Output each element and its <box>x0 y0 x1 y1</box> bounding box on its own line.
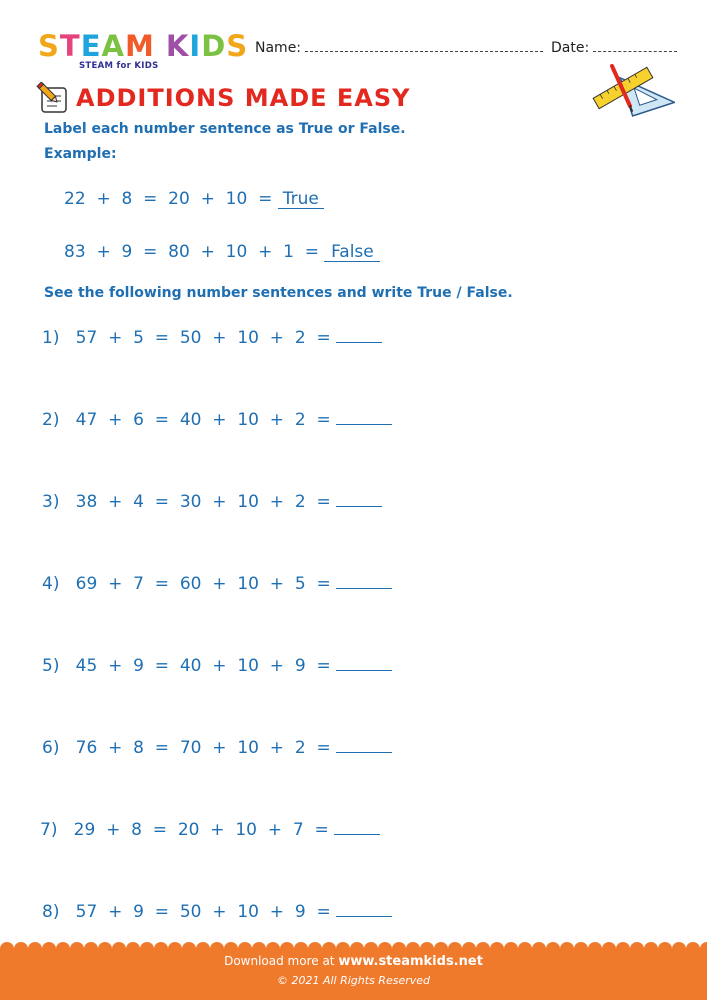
question-1 <box>42 326 382 348</box>
question-7 <box>40 818 380 840</box>
date-line[interactable] <box>593 51 677 52</box>
logo-letter: E <box>80 29 102 63</box>
question-expression: 76 + 8 = 70 + 10 + 2 = <box>75 738 337 758</box>
question-expression: 45 + 9 = 40 + 10 + 9 = <box>75 656 337 676</box>
answer-blank[interactable] <box>336 736 392 753</box>
example-2-expression: 83 + 9 = 80 + 10 + 1 = <box>64 242 325 262</box>
logo-letter <box>155 31 166 61</box>
instruction-text: Label each number sentence as True or False. <box>44 121 406 137</box>
example-2 <box>64 242 380 262</box>
question-number: 3) <box>42 492 60 512</box>
page-title: ADDITIONS MADE EASY <box>76 84 411 112</box>
example-1-answer: True <box>278 190 324 209</box>
logo-letter: S <box>38 29 60 63</box>
question-expression: 29 + 8 = 20 + 10 + 7 = <box>73 820 335 840</box>
date-field[interactable] <box>551 40 677 56</box>
question-expression: 38 + 4 = 30 + 10 + 2 = <box>75 492 337 512</box>
answer-blank[interactable] <box>336 572 392 589</box>
question-expression: 57 + 5 = 50 + 10 + 2 = <box>75 328 337 348</box>
question-number: 7) <box>40 820 58 840</box>
answer-blank[interactable] <box>336 326 382 343</box>
example-1-expression: 22 + 8 = 20 + 10 = <box>64 189 278 209</box>
logo-letter: T <box>59 29 81 63</box>
footer-download <box>0 954 707 969</box>
question-expression: 47 + 6 = 40 + 10 + 2 = <box>75 410 337 430</box>
question-2 <box>42 408 392 430</box>
question-expression: 69 + 7 = 60 + 10 + 5 = <box>75 574 337 594</box>
name-field[interactable] <box>255 40 543 56</box>
footer-site-link[interactable]: www.steamkids.net <box>338 954 483 969</box>
logo-letter: M <box>124 29 155 63</box>
logo-letter: K <box>165 29 190 63</box>
question-3 <box>42 490 382 512</box>
question-number: 5) <box>42 656 60 676</box>
example-label: Example: <box>44 146 117 162</box>
question-8 <box>42 900 392 922</box>
instruction-text-2: See the following number sentences and write True / False. <box>44 285 513 301</box>
question-4 <box>42 572 392 594</box>
question-5 <box>42 654 392 676</box>
question-expression: 57 + 9 = 50 + 10 + 9 = <box>75 902 337 922</box>
question-number: 6) <box>42 738 60 758</box>
footer-copyright: © 2021 All Rights Reserved <box>276 974 430 987</box>
worksheet-pencil-icon <box>36 82 70 114</box>
example-2-answer: False <box>324 243 380 262</box>
logo-letter: A <box>101 29 125 63</box>
logo-subtitle: STEAM for KIDS <box>79 61 159 71</box>
answer-blank[interactable] <box>334 818 380 835</box>
logo-wordmark <box>38 31 248 61</box>
steam-kids-logo <box>38 31 248 71</box>
logo-letter: I <box>189 29 202 63</box>
name-line[interactable] <box>305 51 543 52</box>
footer-download-prefix: Download more at <box>224 954 339 968</box>
logo-letter: D <box>201 29 227 63</box>
answer-blank[interactable] <box>336 490 382 507</box>
question-number: 8) <box>42 902 60 922</box>
question-number: 4) <box>42 574 60 594</box>
answer-blank[interactable] <box>336 408 392 425</box>
title-row <box>36 82 411 114</box>
question-number: 1) <box>42 328 60 348</box>
answer-blank[interactable] <box>336 900 392 917</box>
name-label: Name: <box>255 40 302 56</box>
footer-scalloped-band <box>0 942 707 1000</box>
footer <box>0 942 707 1000</box>
example-1 <box>64 189 324 209</box>
date-label: Date: <box>551 40 590 56</box>
answer-blank[interactable] <box>336 654 392 671</box>
ruler-triangle-icon <box>590 62 675 117</box>
question-6 <box>42 736 392 758</box>
question-number: 2) <box>42 410 60 430</box>
logo-letter: S <box>226 29 249 63</box>
